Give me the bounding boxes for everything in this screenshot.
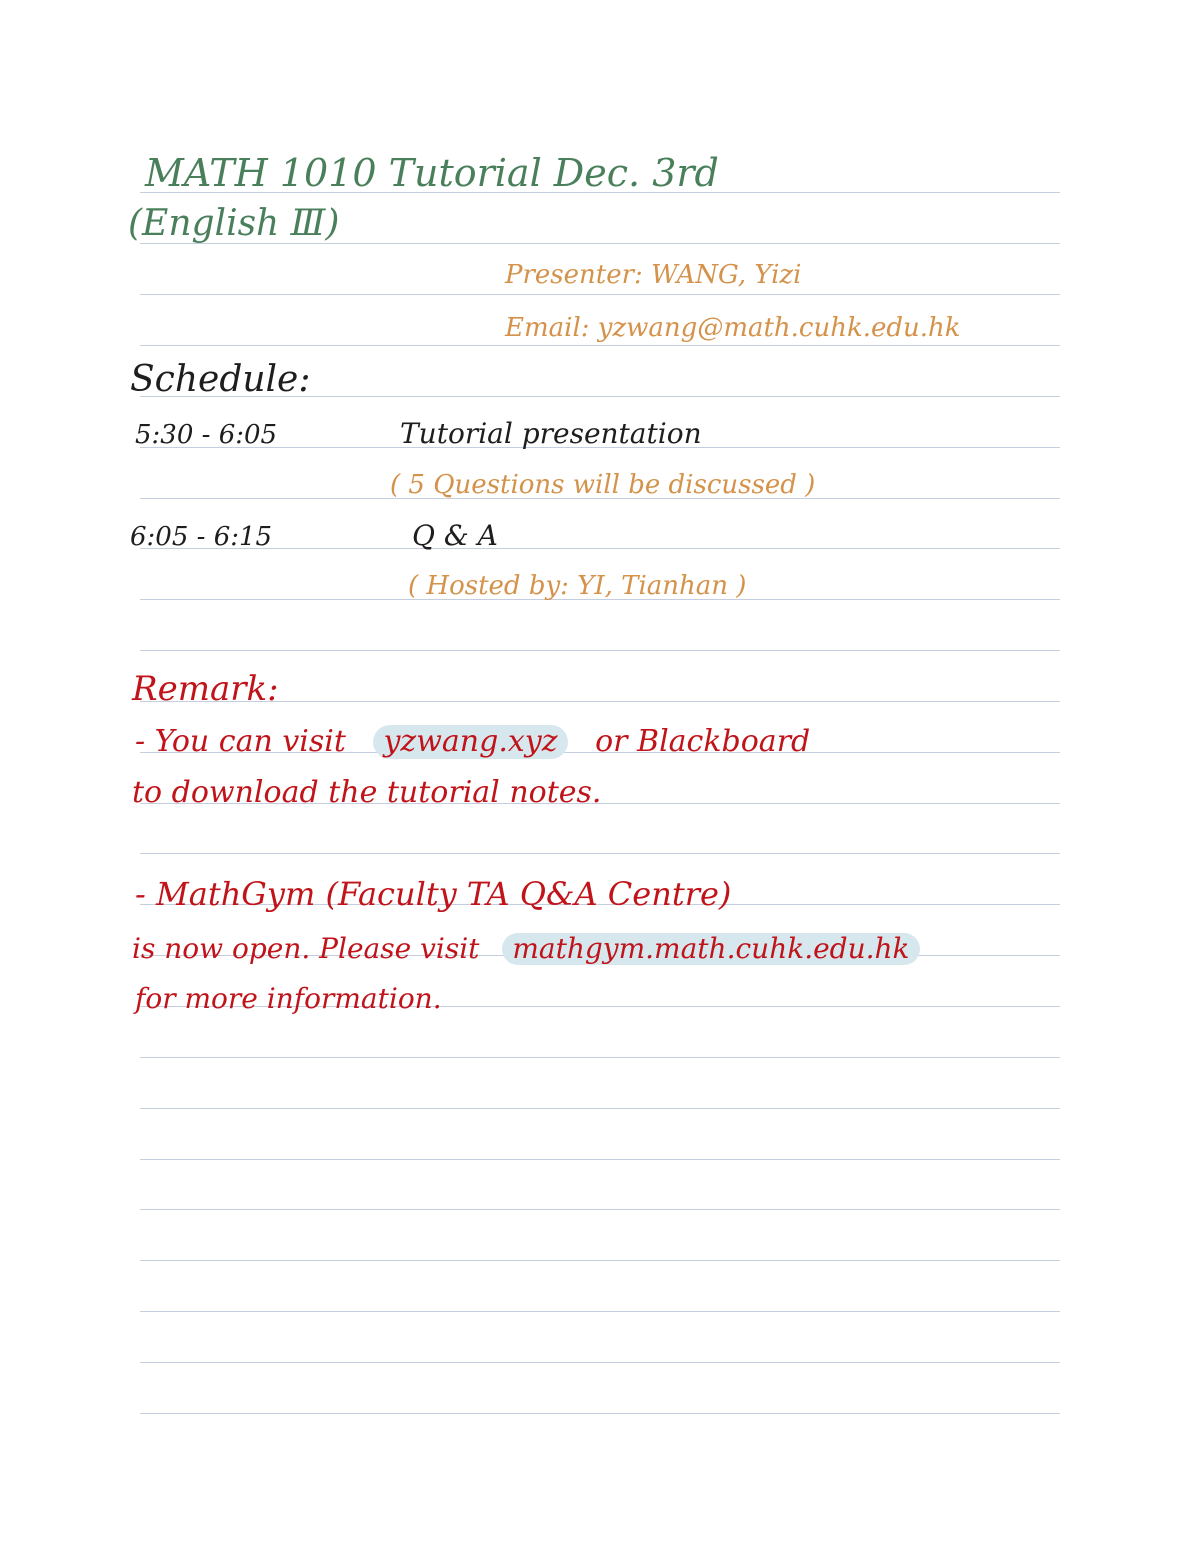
ruled-line: [140, 650, 1060, 651]
ruled-line: [140, 345, 1060, 346]
remark-line: [132, 933, 920, 965]
schedule-note: ( 5 Questions will be discussed ): [390, 470, 816, 500]
link-yzwang[interactable]: yzwang.xyz: [373, 725, 567, 759]
page-subtitle: (English Ⅲ): [128, 203, 340, 244]
ruled-line: [140, 853, 1060, 854]
remark-text: - You can visit: [135, 724, 346, 759]
remark-line: - MathGym (Faculty TA Q&A Centre): [135, 875, 732, 913]
ruled-line: [140, 1209, 1060, 1210]
schedule-activity: Q & A: [412, 519, 498, 552]
remark-heading: Remark:: [132, 669, 279, 709]
remark-line: for more information.: [135, 982, 442, 1015]
remark-line: [135, 725, 810, 759]
schedule-activity: Tutorial presentation: [400, 417, 702, 450]
link-mathgym[interactable]: mathgym.math.cuhk.edu.hk: [502, 933, 919, 965]
ruled-line: [140, 1108, 1060, 1109]
ruled-line: [140, 1260, 1060, 1261]
ruled-line: [140, 1311, 1060, 1312]
schedule-heading: Schedule:: [130, 359, 311, 400]
ruled-line: [140, 1362, 1060, 1363]
page-title: MATH 1010 Tutorial Dec. 3rd: [145, 151, 719, 195]
remark-text: is now open. Please visit: [132, 932, 480, 965]
schedule-time: 6:05 - 6:15: [130, 522, 273, 552]
ruled-line: [140, 1413, 1060, 1414]
schedule-time: 5:30 - 6:05: [135, 420, 278, 450]
schedule-note: ( Hosted by: YI, Tianhan ): [408, 571, 747, 601]
ruled-line: [140, 548, 1060, 549]
ruled-line: [140, 294, 1060, 295]
remark-text: or Blackboard: [595, 724, 811, 759]
email-line: Email: yzwang@math.cuhk.edu.hk: [505, 313, 961, 343]
ruled-line: [140, 1057, 1060, 1058]
ruled-line: [140, 1159, 1060, 1160]
presenter-line: Presenter: WANG, Yizi: [505, 260, 802, 290]
remark-line: to download the tutorial notes.: [132, 775, 602, 810]
